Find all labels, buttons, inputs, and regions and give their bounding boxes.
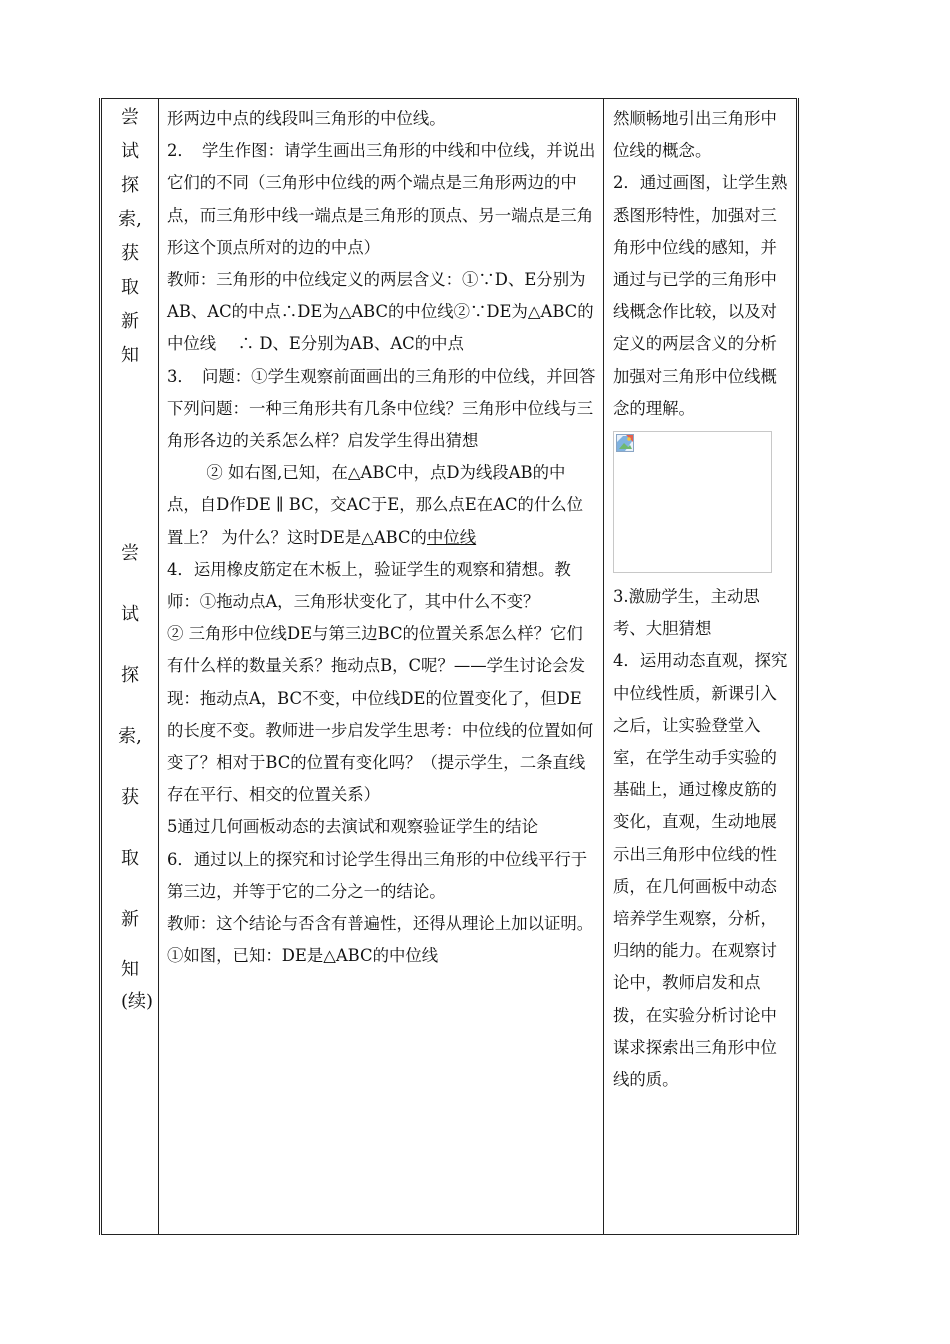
underlined-answer: 中位线 — [426, 527, 477, 547]
stage-char: 获 — [121, 787, 139, 808]
broken-image-icon — [616, 434, 634, 452]
paragraph: 2．通过画图，让学生熟悉图形特性，加强对三角形中位线的感知，并通过与已学的三角形中线概念作比较，以及对定义的两层含义的分析加强对三角形中位线概念的理解。 — [613, 173, 788, 418]
paragraph: 3． 问题：①学生观察前面画出的三角形的中位线，并回答下列问题：一种三角形共有几条中位线？三角形中位线与三角形各边的关系怎么样？启发学生得出猜想 — [167, 366, 596, 451]
stage-char: 知 — [121, 345, 139, 366]
paragraph: 教师：三角形的中位线定义的两层含义：①∵D、E分别为AB、AC的中点∴DE为△ABC的中位线②∵DE为△ABC的中位线 ∴ D、E分别为AB、AC的中点 — [167, 270, 594, 354]
stage-char: 索, — [118, 726, 142, 747]
table-row — [101, 99, 798, 1235]
stage-char: 新 — [121, 909, 139, 930]
paragraph: 5通过几何画板动态的去演试和观察验证学生的结论 — [167, 817, 539, 837]
stage-char: 取 — [121, 277, 139, 298]
question-two-text: ② 如右图,已知，在△ABC中，点D为线段AB的中点，自D作DE ∥ BC，交AC于E，那么点E在AC的什么位置上？ 为什么？这时DE是△ABC的 — [167, 463, 584, 547]
stage-char: 取 — [121, 848, 139, 869]
stage-label-top — [102, 99, 158, 373]
paragraph: 然顺畅地引出三角形中位线的概念。 — [613, 109, 777, 161]
paragraph: 4．运用橡皮筋定在木板上，验证学生的观察和猜想。教师：①拖动点A，三角形状变化了，其中什么不变？ — [167, 559, 571, 612]
paragraph: 4．运用动态直观，探究中位线性质，新课引入之后，让实验登堂入室，在学生动手实验的基础上，通过橡皮筋的变化，直观，生动地展示出三角形中位线的性质，在几何画板中动态培养学生观察，分析，归纳的能力。在观察讨论中，教师启发和点拨，在实验分析讨论中谋求探索出三角形中位线的质。 — [613, 651, 788, 1090]
paragraph: 3.激励学生，主动思考、大胆猜想 — [613, 587, 760, 639]
teaching-process-text — [159, 99, 603, 972]
stage-char: 探 — [121, 665, 139, 686]
lesson-table — [99, 98, 799, 1235]
stage-char: 尝 — [121, 543, 139, 564]
paragraph: 教师：这个结论与否含有普遍性，还得从理论上加以证明。 — [167, 914, 594, 934]
stage-char: 试 — [121, 141, 139, 162]
stage-char: 试 — [121, 604, 139, 625]
stage-label-cell — [101, 99, 159, 1235]
stage-char: 获 — [121, 243, 139, 264]
stage-label-bottom — [102, 523, 158, 1014]
design-intent-cell — [604, 99, 798, 1235]
teaching-process-cell — [159, 99, 604, 1235]
design-intent-text — [604, 99, 796, 1096]
stage-char: (续) — [121, 991, 154, 1012]
stage-char: 知 — [121, 959, 139, 980]
stage-char: 尝 — [121, 107, 139, 128]
stage-char: 索, — [118, 209, 142, 230]
paragraph: 2． 学生作图：请学生画出三角形的中线和中位线，并说出它们的不同（三角形中位线的两个端点是三角形两边的中点，而三角形中线一端点是三角形的顶点、另一端点是三角形这个顶点所对的边的中点） — [167, 141, 596, 257]
stage-char: 探 — [121, 175, 139, 196]
paragraph-question-two — [167, 457, 597, 554]
paragraph: 形两边中点的线段叫三角形的中位线。 — [167, 109, 446, 128]
paragraph: ①如图，已知：DE是△ABC的中位线 — [167, 946, 439, 966]
paragraph: ② 三角形中位线DE与第三边BC的位置关系怎么样？它们有什么样的数量关系？拖动点B，C呢？——学生讨论会发现：拖动点A，BC不变，中位线DE的位置变化了，但DE的长度不变。教师进一步启发学生思考：中位线的位置如何变了？相对于BC的位置有变化吗？（提示学生，二条直线存在平行、相交的位置关系） — [167, 624, 594, 805]
stage-char: 新 — [121, 311, 139, 332]
paragraph: 6．通过以上的探究和讨论学生得出三角形的中位线平行于第三边，并等于它的二分之一的结论。 — [167, 849, 588, 901]
triangle-figure-placeholder — [613, 431, 772, 573]
